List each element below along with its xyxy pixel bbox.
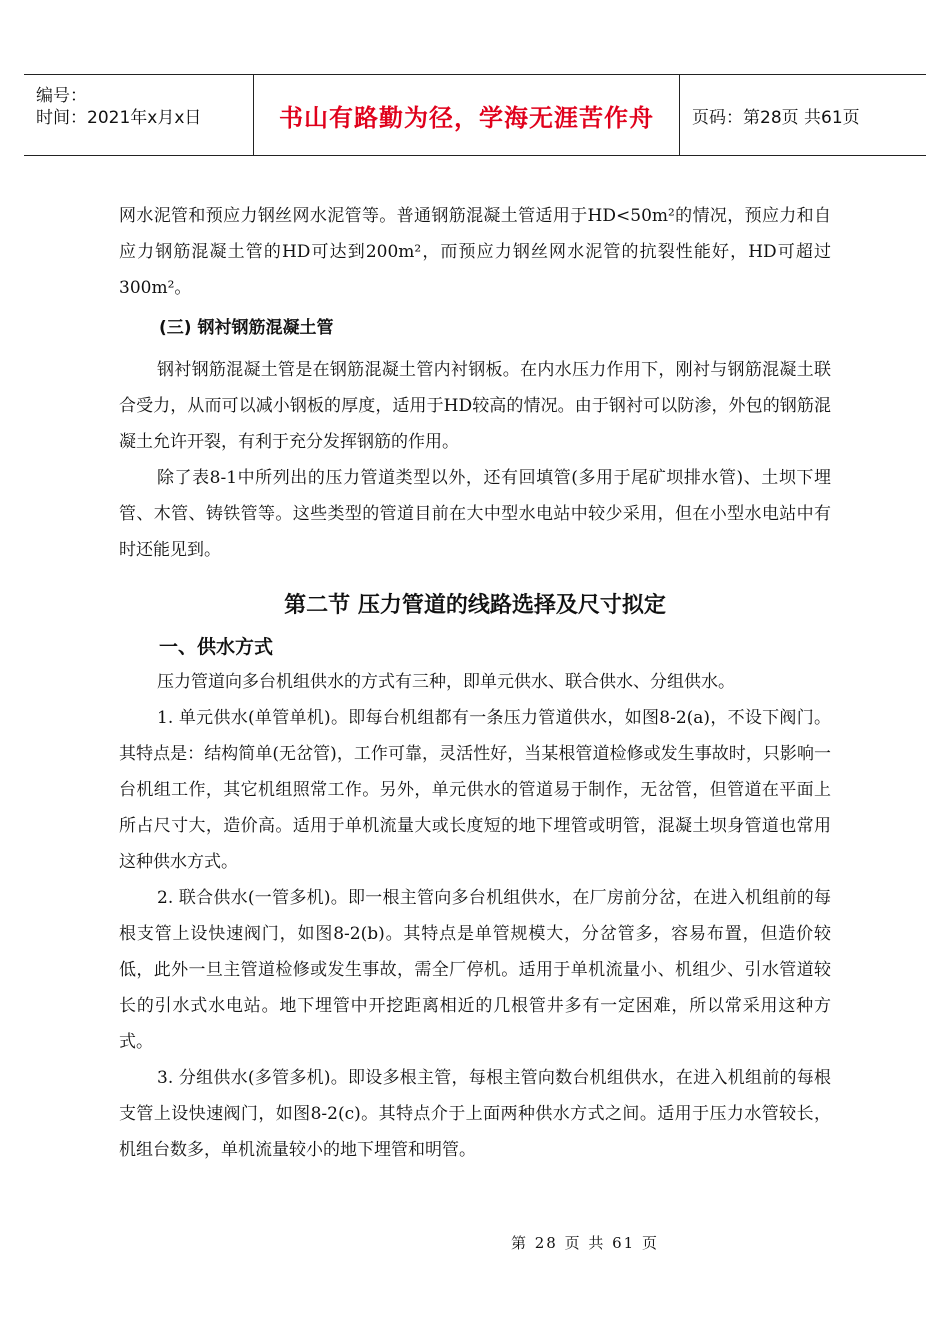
paragraph: 压力管道向多台机组供水的方式有三种，即单元供水、联合供水、分组供水。: [157, 672, 735, 692]
header-motto-cell: [254, 75, 680, 155]
header-page-cell: [680, 75, 926, 155]
page-header: [24, 74, 926, 156]
paragraph: 1. 单元供水(单管单机)。即每台机组都有一条压力管道供水，如图8-2(a)，不设下阀门。其特点是：结构简单(无岔管)，工作可靠，灵活性好，当某根管道检修或发生事故时，只影响一台机组工作，其它机组照常工作。另外，单元供水的管道易于制作，无岔管，但管道在平面上所占尺寸大，造价高。适用于单机流量大或长度短的地下埋管或明管，混凝土坝身管道也常用这种供水方式。: [119, 708, 831, 872]
paragraph: 2. 联合供水(一管多机)。即一根主管向多台机组供水，在厂房前分岔，在进入机组前的每根支管上设快速阀门，如图8-2(b)。其特点是单管规模大，分岔管多，容易布置，但造价较低，此外一旦主管道检修或发生事故，需全厂停机。适用于单机流量小、机组少、引水管道较长的引水式水电站。地下埋管中开挖距离相近的几根管井多有一定困难，所以常采用这种方式。: [119, 888, 831, 1052]
paragraph: 钢衬钢筋混凝土管是在钢筋混凝土管内衬钢板。在内水压力作用下，刚衬与钢筋混凝土联合受力，从而可以减小钢板的厚度，适用于HD较高的情况。由于钢衬可以防渗，外包的钢筋混凝土允许开裂，有利于充分发挥钢筋的作用。: [119, 360, 831, 452]
paragraph: 网水泥管和预应力钢丝网水泥管等。普通钢筋混凝土管适用于HD<50m²的情况，预应力和自应力钢筋混凝土管的HD可达到200m²，而预应力钢丝网水泥管的抗裂性能好，HD可超过300m²。: [119, 206, 831, 298]
paragraph: 3. 分组供水(多管多机)。即设多根主管，每根主管向数台机组供水，在进入机组前的每根支管上设快速阀门，如图8-2(c)。其特点介于上面两种供水方式之间。适用于压力水管较长，机组台数多，单机流量较小的地下埋管和明管。: [119, 1068, 831, 1160]
page-footer: 第 28 页 共 61 页: [510, 1234, 659, 1252]
header-motto: 书山有路勤为径，学海无涯苦作舟: [279, 103, 654, 132]
section-title: 第二节 压力管道的线路选择及尺寸拟定: [284, 593, 666, 618]
document-body: [119, 198, 831, 1168]
subheading: (三) 钢衬钢筋混凝土管: [159, 318, 334, 338]
heading: 一、供水方式: [159, 636, 274, 658]
document-date-label: 时间：2021年x月x日: [36, 108, 202, 128]
paragraph: 除了表8-1中所列出的压力管道类型以外，还有回填管(多用于尾矿坝排水管)、土坝下埋管、木管、铸铁管等。这些类型的管道目前在大中型水电站中较少采用，但在小型水电站中有时还能见到。: [119, 468, 831, 560]
header-page-label: 页码：第28页 共61页: [692, 107, 860, 128]
document-number-label: 编号：: [36, 86, 87, 106]
header-left-cell: [24, 75, 254, 155]
